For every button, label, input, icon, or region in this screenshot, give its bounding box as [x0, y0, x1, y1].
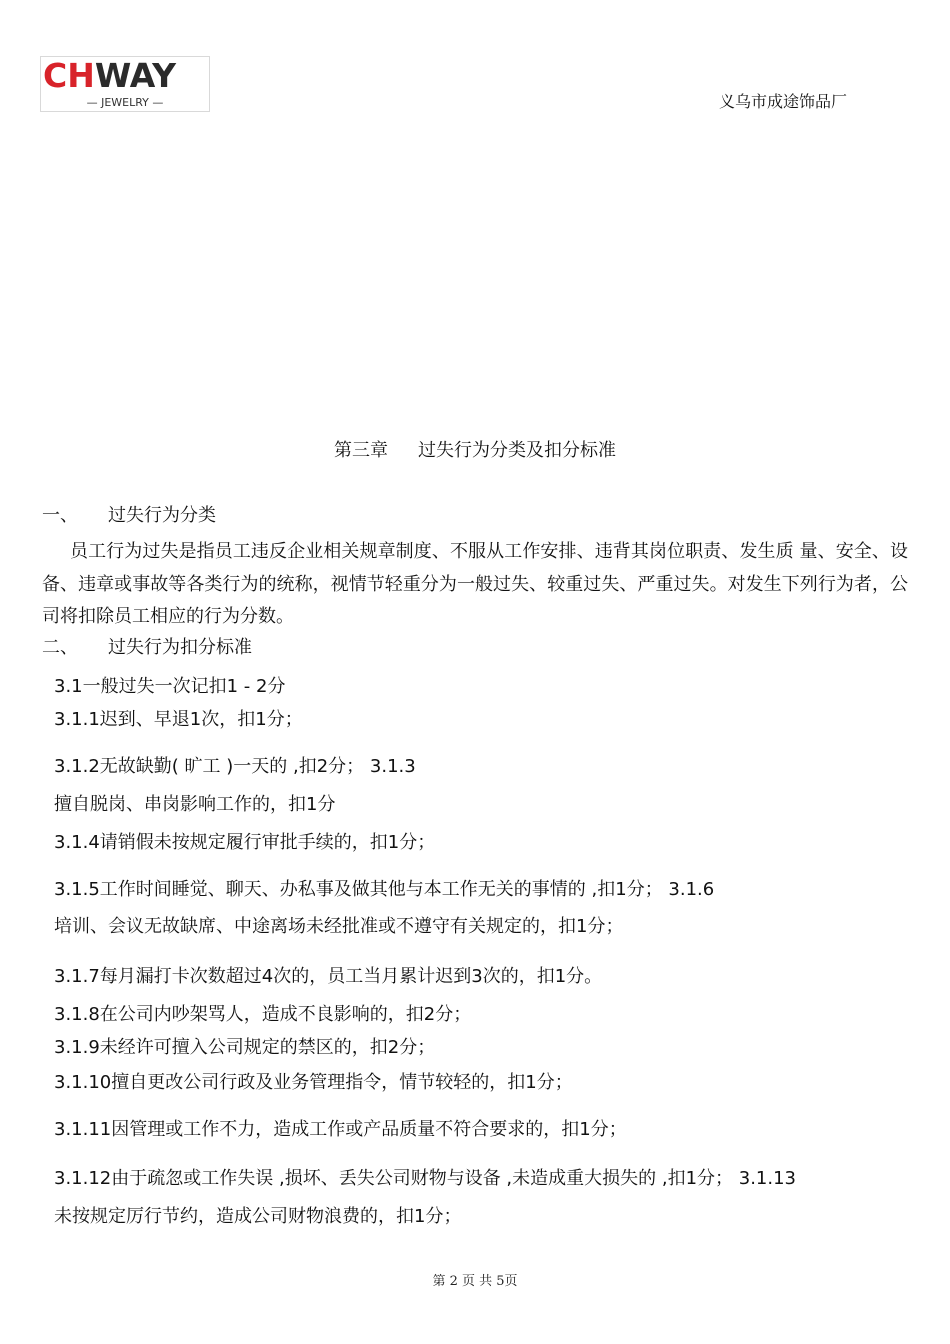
chapter-title: 过失行为分类及扣分标准	[418, 440, 616, 461]
section-heading-2	[42, 635, 252, 661]
company-logo	[40, 56, 210, 112]
section-number: 一、	[42, 505, 78, 526]
list-item: 3.1.8在公司内吵架骂人，造成不良影响的，扣2分；	[54, 1004, 472, 1025]
section-number: 二、	[42, 637, 78, 658]
logo-wordmark	[43, 57, 176, 95]
page-footer: 第 2 页 共 5页	[432, 1274, 518, 1289]
list-item: 培训、会议无故缺席、中途离场未经批准或不遵守有关规定的，扣1分；	[54, 916, 624, 937]
list-item: 擅自脱岗、串岗影响工作的，扣1分	[54, 794, 336, 815]
list-item: 3.1.2无故缺勤( 旷工 )一天的 ,扣2分； 3.1.3	[54, 756, 416, 777]
list-item: 3.1.12由于疏忽或工作失误 ,损坏、丢失公司财物与设备 ,未造成重大损失的 ,扣1分； 3.1.13	[54, 1168, 797, 1189]
section-title: 过失行为分类	[108, 505, 216, 526]
logo-brand-red: CH	[43, 56, 95, 95]
section-title: 过失行为扣分标准	[108, 637, 252, 658]
list-item: 3.1.5工作时间睡觉、聊天、办私事及做其他与本工作无关的事情的 ,扣1分； 3.1.6	[54, 879, 715, 900]
list-item: 3.1.9未经许可擅入公司规定的禁区的，扣2分；	[54, 1037, 436, 1058]
list-item: 3.1.1迟到、早退1次，扣1分；	[54, 709, 303, 730]
list-item: 3.1一般过失一次记扣1 - 2分	[54, 676, 286, 697]
body-paragraph: 员工行为过失是指员工违反企业相关规章制度、不服从工作安排、违背其岗位职责、发生质 量、安全、设备、违章或事故等各类行为的统称，视情节轻重分为一般过失、较重过失、严重过失。对发生下列行为者，公 司将扣除员工相应的行为分数。	[42, 541, 908, 627]
list-item: 3.1.10擅自更改公司行政及业务管理指令，情节较轻的，扣1分；	[54, 1072, 573, 1093]
logo-brand-dark: WAY	[94, 56, 177, 95]
section-heading-1	[42, 503, 216, 529]
list-item: 3.1.7每月漏打卡次数超过4次的，员工当月累计迟到3次的，扣1分。	[54, 966, 603, 987]
list-item: 3.1.11因管理或工作不力，造成工作或产品质量不符合要求的，扣1分；	[54, 1119, 627, 1140]
list-item: 3.1.4请销假未按规定履行审批手续的，扣1分；	[54, 832, 436, 853]
chapter-number: 第三章	[334, 440, 388, 461]
list-item: 未按规定厉行节约，造成公司财物浪费的，扣1分；	[54, 1206, 462, 1227]
chapter-heading	[0, 438, 950, 464]
company-name: 义乌市成途饰品厂	[718, 92, 847, 111]
logo-subtitle: — JEWELRY —	[86, 96, 164, 109]
